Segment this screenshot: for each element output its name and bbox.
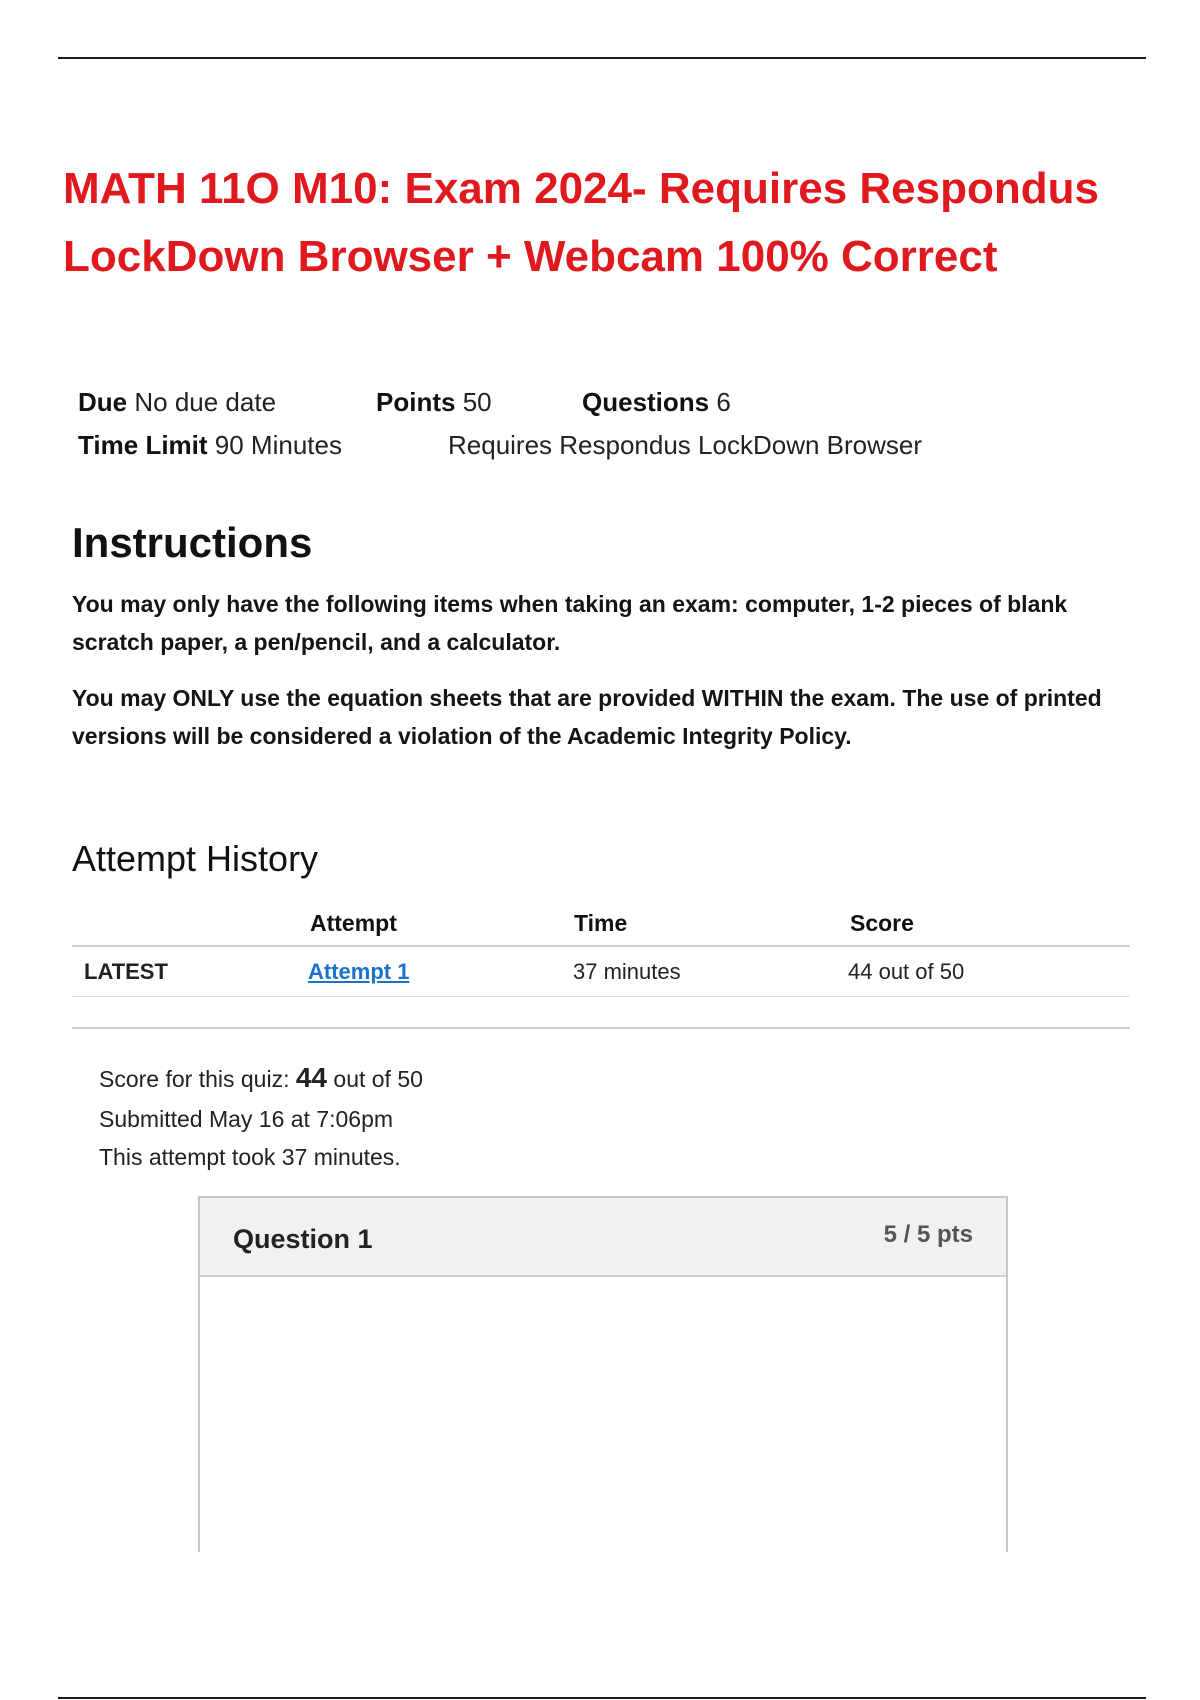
score-suffix: out of 50 — [327, 1066, 423, 1092]
attempt-link[interactable]: Attempt 1 — [308, 959, 410, 984]
score-prefix: Score for this quiz: — [99, 1066, 296, 1092]
submitted-line: Submitted May 16 at 7:06pm — [99, 1106, 394, 1132]
latest-label: LATEST — [84, 959, 168, 984]
table-row-divider — [72, 996, 1130, 997]
instructions-heading: Instructions — [72, 519, 313, 566]
time-limit-info — [78, 430, 342, 460]
points-info — [376, 387, 492, 417]
question-points: 5 / 5 pts — [883, 1221, 973, 1248]
questions-info — [582, 387, 731, 417]
due-info — [78, 387, 276, 417]
column-header-time: Time — [574, 910, 628, 936]
time-limit-label: Time Limit — [78, 430, 208, 460]
questions-label: Questions — [582, 387, 710, 417]
due-label: Due — [78, 387, 128, 417]
attempt-score: 44 out of 50 — [848, 959, 965, 984]
lockdown-note: Requires Respondus LockDown Browser — [448, 430, 923, 460]
questions-value: 6 — [716, 387, 731, 417]
question-header — [200, 1198, 1006, 1277]
due-value: No due date — [134, 387, 277, 417]
question-title: Question 1 — [233, 1224, 373, 1254]
time-limit-value: 90 Minutes — [214, 430, 342, 460]
attempt-time: 37 minutes — [573, 959, 681, 984]
points-label: Points — [376, 387, 456, 417]
duration-line: This attempt took 37 minutes. — [99, 1144, 401, 1170]
top-divider — [58, 57, 1146, 59]
column-header-score: Score — [850, 910, 914, 936]
column-header-attempt: Attempt — [310, 910, 397, 936]
table-header-divider — [72, 945, 1130, 947]
quiz-score-line — [99, 1063, 423, 1094]
instructions-paragraph: You may only have the following items when taking an exam: computer, 1-2 pieces of blank scratch paper, a pen/pencil, and a calculator. — [72, 591, 1068, 655]
score-value: 44 — [295, 1062, 328, 1093]
bottom-divider — [58, 1697, 1146, 1699]
instructions-paragraph: You may ONLY use the equation sheets that are provided WITHIN the exam. The use of printed versions will be considered a violation of the Academic Integrity Policy. — [72, 685, 1102, 749]
points-value: 50 — [462, 387, 492, 417]
question-card — [198, 1196, 1008, 1552]
table-bottom-divider — [72, 1027, 1130, 1029]
page-title: MATH 11O M10: Exam 2024- Requires Respondus LockDown Browser + Webcam 100% Correct — [63, 164, 1099, 281]
attempt-history-heading: Attempt History — [72, 838, 319, 879]
